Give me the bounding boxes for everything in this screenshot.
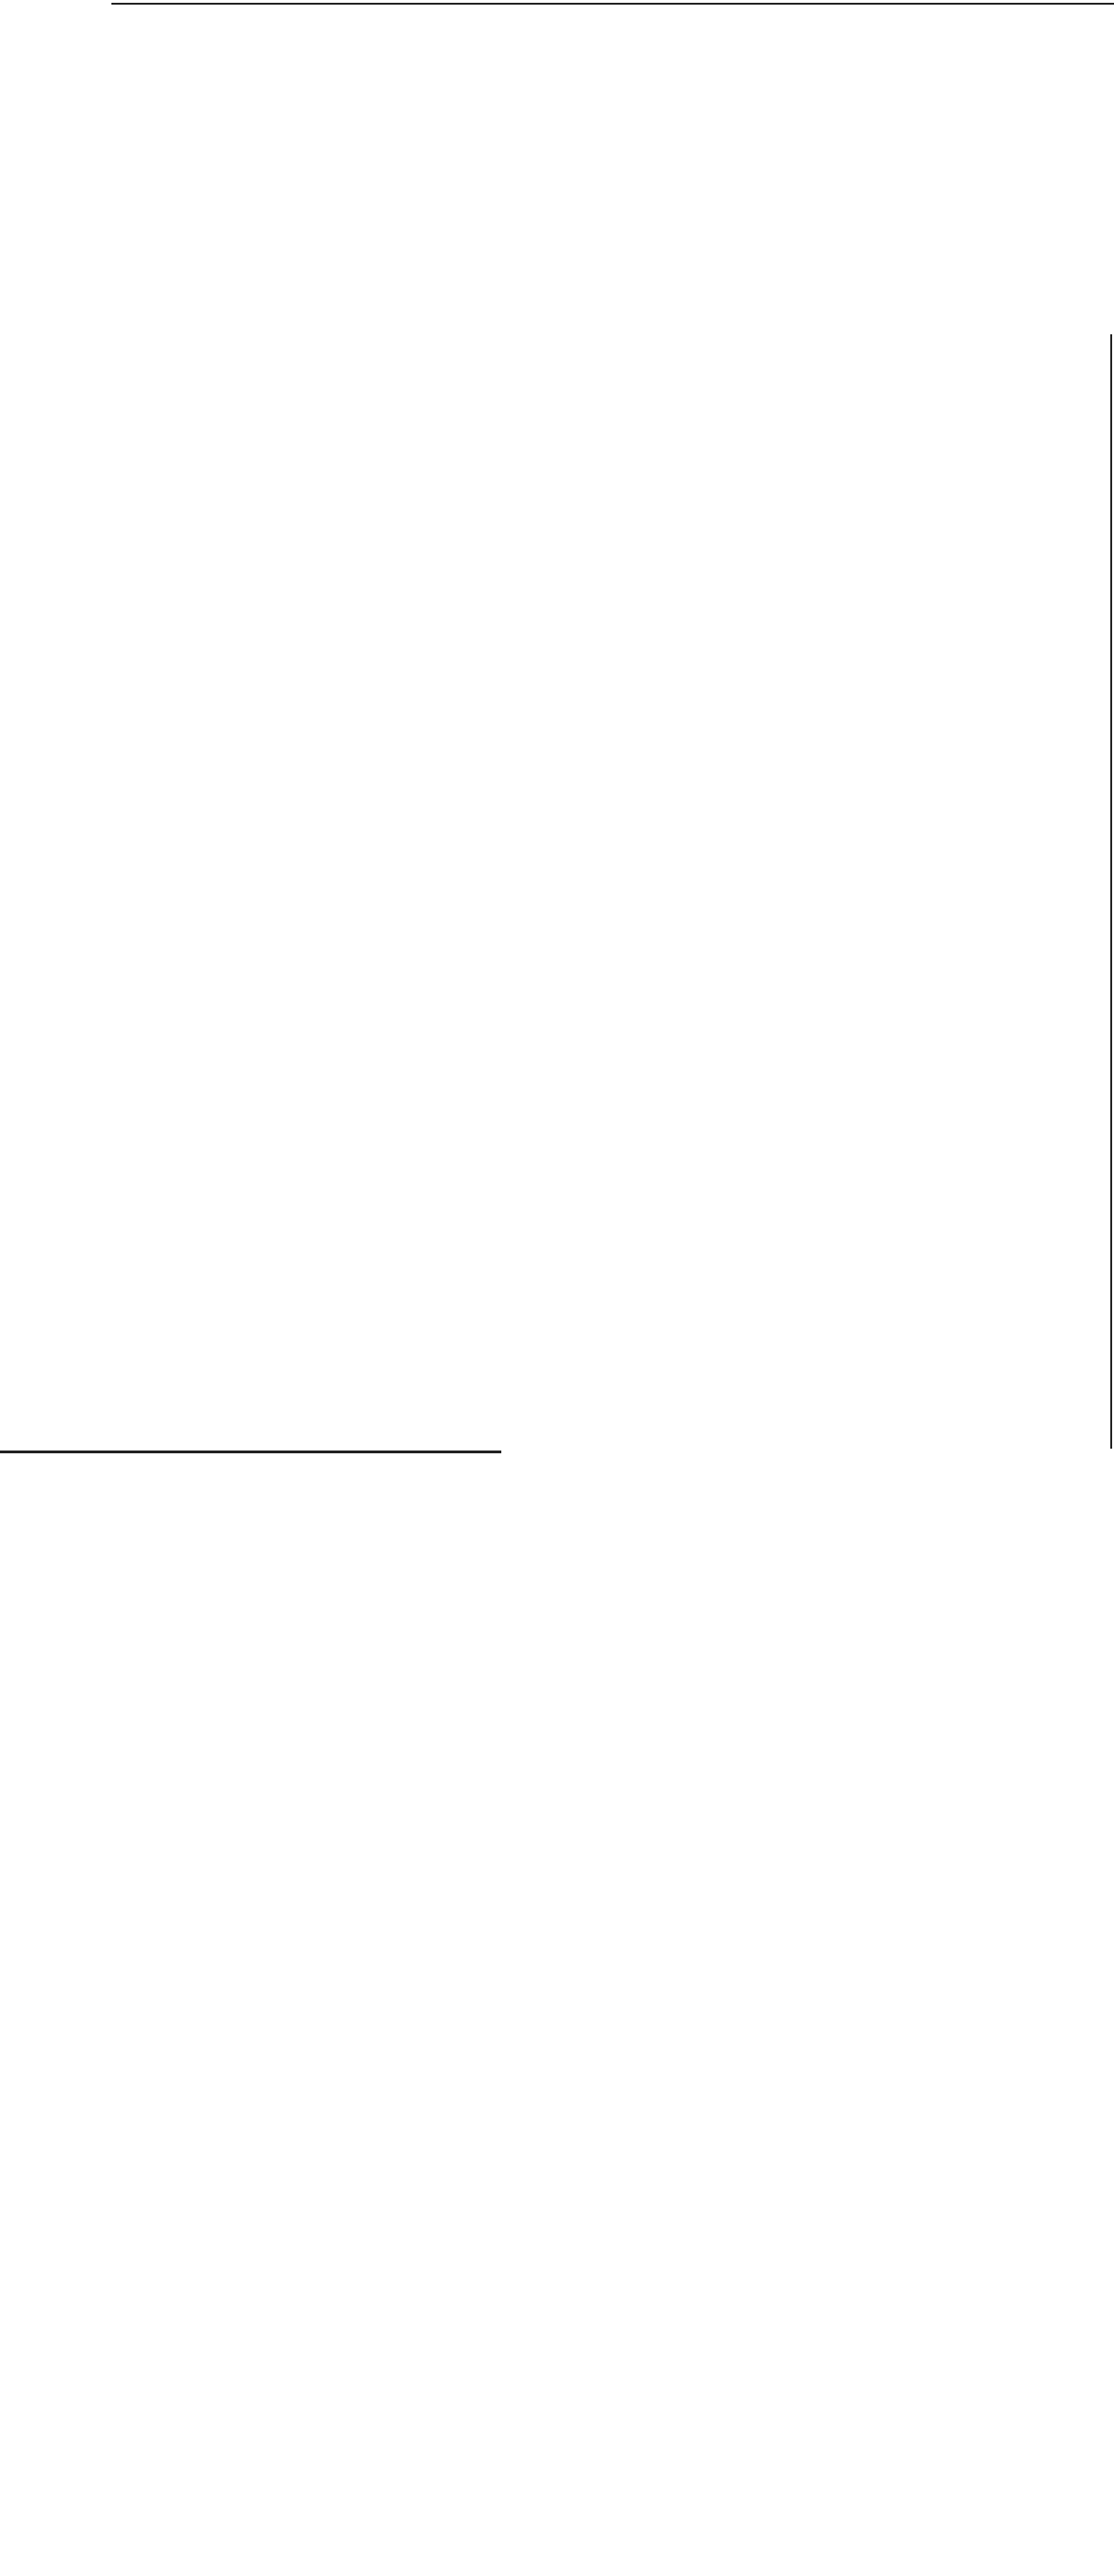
scan-top-edge [111,3,1114,5]
scan-right-edge [1110,334,1112,1449]
scan-bottom-edge [0,1451,501,1453]
